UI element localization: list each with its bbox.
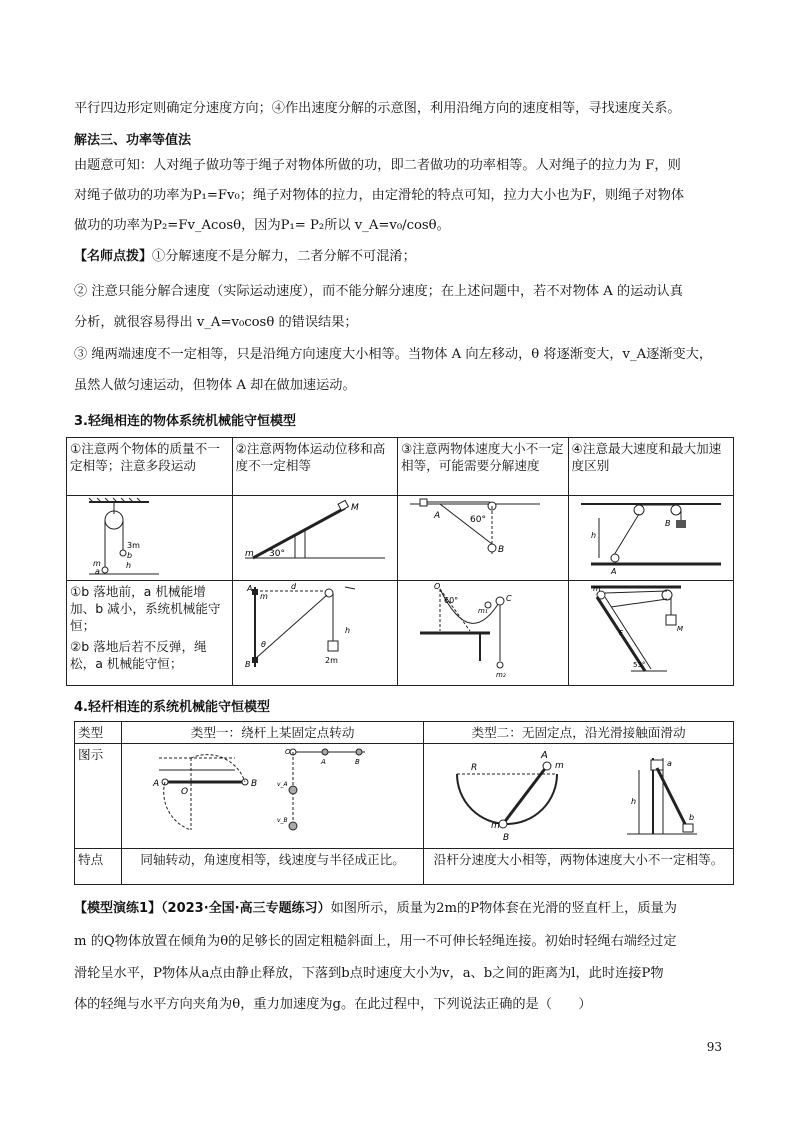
fig-label: F: [618, 629, 623, 637]
page-number: 93: [706, 1040, 722, 1054]
fig-label: b: [127, 551, 133, 560]
exercise-text: 如图所示，质量为2m的P物体套在光滑的竖直杆上，质量为: [330, 901, 677, 916]
note-cell: ①注意两个物体的质量不一定相等；注意多段运动: [67, 438, 233, 496]
exercise-line: 体的轻绳与水平方向夹角为θ，重力加速度为g。在此过程中，下列说法正确的是（ ）: [74, 997, 592, 1012]
fig-label: 60°: [470, 515, 487, 525]
rope-model-table: [66, 437, 734, 686]
figure-cell: [568, 581, 734, 686]
fig-label: a: [95, 567, 101, 576]
incline-figure: [235, 496, 395, 576]
fig-label: h: [126, 561, 132, 570]
figure-cell: [67, 496, 233, 581]
tip-line: [74, 248, 740, 266]
rope-60-figure: [400, 496, 565, 576]
note-cell: ④注意最大速度和最大加速度区别: [568, 438, 734, 496]
cell-text: ②b 落地后若不反弹，绳松，a 机械能守恒；: [70, 639, 207, 671]
section-heading-4: 4.轻杆相连的系统机械能守恒模型: [74, 700, 270, 715]
exercise-source: （2023·全国·高三专题练习）: [161, 901, 331, 916]
exercise-line: m 的Q物体放置在倾角为θ的足够长的固定粗糙斜面上，用一不可伸长轻绳连接。初始时轻绳右端经过定: [74, 934, 677, 949]
exercise-line: [74, 900, 740, 918]
fig-label: A: [320, 758, 326, 766]
fig-label: h: [630, 797, 636, 806]
fig-label: 53°: [632, 661, 646, 669]
rod-model-table: [74, 721, 734, 885]
fig-label: B: [498, 545, 505, 555]
section-heading-3: 3.轻绳相连的物体系统机械能守恒模型: [74, 414, 296, 429]
incline-pulley-figure: [571, 581, 731, 681]
fig-label: O: [434, 582, 441, 591]
text-line: ② 注意只能分解合速度（实际运动速度），而不能分解分速度；在上述问题中，若不对物体 A 的运动认真: [74, 284, 683, 299]
text-line: 分析，就很容易得出 v_A=v₀cosθ 的错误结果；: [74, 315, 358, 330]
arc-pulley-figure: [400, 581, 565, 681]
sliding-figure: [427, 744, 731, 844]
fig-label: 30°: [268, 549, 285, 559]
fig-label: O: [284, 748, 291, 756]
fig-label: m₁: [478, 607, 488, 615]
text-line: 做功的功率为P₂=Fv_Acosθ，因为P₁= P₂所以 v_A=v₀/cosθ。: [74, 218, 450, 233]
fig-label: m: [244, 549, 254, 559]
header-cell: 类型二：无固定点，沿光滑接触面滑动: [424, 722, 734, 744]
header-cell: 类型: [75, 722, 122, 744]
text-line: 平行四边形定则确定分速度方向；④作出速度分解的示意图，利用沿绳方向的速度相等，寻找速度关系。: [74, 101, 681, 116]
fig-label: O: [180, 787, 188, 797]
exercise-label: 【模型演练1】: [74, 901, 162, 916]
text-cell: [67, 581, 233, 686]
fig-label: B: [664, 519, 671, 528]
rod-pulley-figure: [235, 581, 395, 681]
fig-label: θ: [260, 640, 266, 649]
fig-label: d: [290, 582, 296, 591]
fig-label: R: [470, 763, 477, 773]
row-label: 图示: [75, 744, 122, 849]
fig-label: h: [590, 531, 596, 540]
text-line: 虽然人做匀速运动，但物体 A 却在做加速运动。: [74, 378, 356, 393]
rotation-figure: [125, 744, 421, 844]
pulley-table-figure: [571, 496, 731, 576]
tip-text: ①分解速度不是分解力，二者分解不可混淆；: [152, 249, 416, 264]
fig-label: v_B: [276, 817, 288, 824]
fig-label: A: [540, 750, 548, 761]
exercise-line: 滑轮呈水平，P物体从a点由静止释放，下落到b点时速度大小为v，a、b之间的距离为l，此时连接P物: [74, 966, 664, 981]
note-cell: ②注意两物体运动位移和高度不一定相等: [232, 438, 398, 496]
fig-label: B: [250, 779, 257, 789]
figure-cell: [232, 581, 398, 686]
fig-label: A: [434, 511, 441, 521]
fig-label: M: [350, 503, 359, 513]
figure-cell: [398, 496, 569, 581]
figure-cell: [568, 496, 734, 581]
fig-label: M: [676, 625, 683, 633]
fig-label: B: [354, 758, 360, 766]
fig-label: a: [666, 759, 672, 768]
figure-cell: [232, 496, 398, 581]
cell-text: ①b 落地前，a 机械能增加、b 减小，系统机械能守恒；: [70, 584, 221, 633]
fig-label: 3m: [127, 541, 141, 550]
fig-label: B: [244, 660, 251, 669]
fig-label: m: [490, 821, 500, 831]
feature-cell: 沿杆分速度大小相等，两物体速度大小不一定相等。: [424, 849, 734, 885]
section-heading-method3: 解法三、功率等值法: [74, 133, 192, 148]
row-label: 特点: [75, 849, 122, 885]
feature-cell: 同轴转动，角速度相等，线速度与半径成正比。: [122, 849, 424, 885]
note-cell: ③注意两物体速度大小不一定相等，可能需要分解速度: [398, 438, 569, 496]
fig-label: m: [554, 761, 564, 771]
fig-label: b: [688, 813, 694, 822]
fig-label: C: [506, 594, 512, 603]
tip-label: 【名师点拨】: [74, 249, 153, 264]
fig-label: 2m: [324, 656, 338, 665]
fig-label: 60°: [444, 596, 459, 605]
fig-label: v_A: [276, 781, 288, 788]
fig-label: m₂: [496, 671, 506, 679]
text-line: 对绳子做功的功率为P₁=Fv₀；绳子对物体的拉力，由定滑轮的特点可知，拉力大小也为F，则绳子对物体: [74, 188, 685, 203]
pulley-vertical-figure: [69, 496, 229, 576]
fig-label: A: [246, 584, 253, 593]
fig-label: A: [610, 567, 617, 576]
fig-label: m: [592, 584, 601, 593]
fig-label: A: [152, 779, 159, 789]
figure-cell: [122, 744, 424, 849]
fig-label: m: [93, 559, 102, 568]
text-line: 由题意可知：人对绳子做功等于绳子对物体所做的功，即二者做功的功率相等。人对绳子的拉力为 F，则: [74, 158, 681, 173]
fig-label: m: [259, 592, 268, 601]
figure-cell: [398, 581, 569, 686]
header-cell: 类型一：绕杆上某固定点转动: [122, 722, 424, 744]
fig-label: B: [502, 833, 509, 843]
figure-cell: [424, 744, 734, 849]
text-line: ③ 绳两端速度不一定相等，只是沿绳方向速度大小相等。当物体 A 向左移动，θ 将逐渐变大，v_A逐渐变大，: [74, 347, 713, 362]
fig-label: h: [344, 626, 350, 635]
